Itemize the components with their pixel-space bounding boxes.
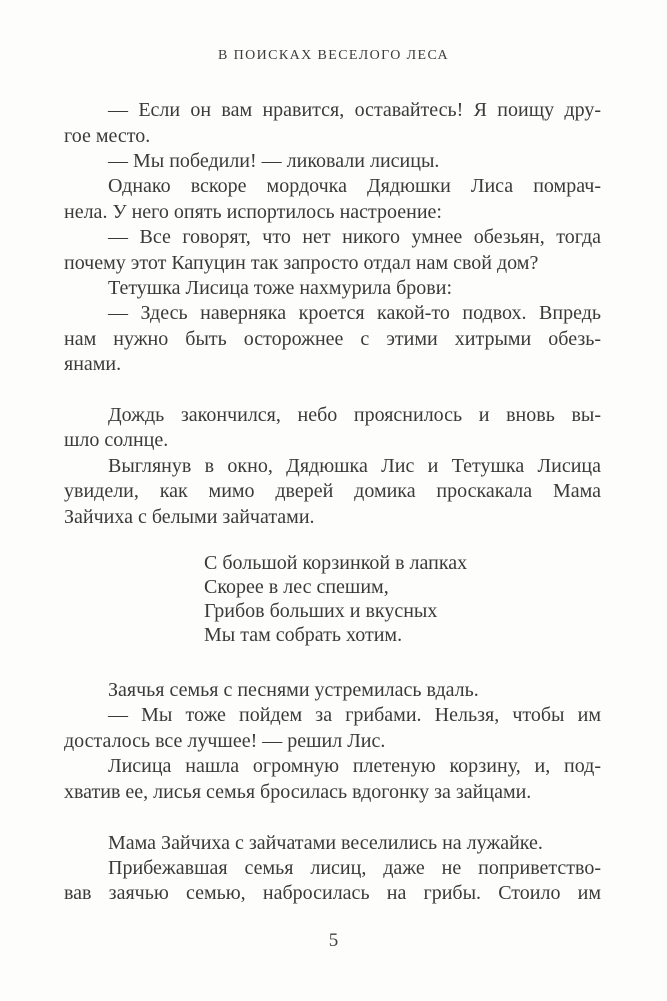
paragraph <box>64 276 601 301</box>
verse-line: С большой корзинкой в лапках <box>204 552 468 575</box>
text-line: гое место. <box>64 124 151 147</box>
text-line: Однако вскоре мордочка Дядюшки Лиса помрач- <box>108 175 601 198</box>
paragraph <box>64 754 601 805</box>
verse-stanza <box>204 551 601 647</box>
text-line: шло солнце. <box>64 429 169 452</box>
paragraph <box>64 454 601 530</box>
text-line: нам нужно быть осторожнее с этими хитрыми обезь- <box>64 327 601 350</box>
text-line: — Если он вам нравится, оставайтесь! Я поищу дру- <box>108 99 601 122</box>
text-line: Дождь закончился, небо прояснилось и вновь вы- <box>108 404 601 427</box>
text-line: увидели, как мимо дверей домика проскакала Мама <box>64 480 601 503</box>
paragraph <box>64 678 601 703</box>
paragraph <box>64 301 601 377</box>
text-line: почему этот Капуцин так запросто отдал нам свой дом? <box>64 251 539 274</box>
paragraph <box>64 703 601 754</box>
text-line: Зайчиха с белыми зайчатами. <box>64 505 315 528</box>
text-line: — Здесь наверняка кроется какой-то подвох. Впредь <box>108 302 601 325</box>
text-body <box>64 98 601 907</box>
paragraph <box>64 856 601 907</box>
text-line: Мама Зайчиха с зайчатами веселились на лужайке. <box>108 831 543 854</box>
verse-line: Грибов больших и вкусных <box>204 600 438 623</box>
paragraph <box>64 174 601 225</box>
text-line: Выглянув в окно, Дядюшка Лис и Тетушка Лисица <box>108 454 601 477</box>
chapter-title: В ПОИСКАХ ВЕСЕЛОГО ЛЕСА <box>217 48 450 63</box>
text-line: Тетушка Лисица тоже нахмурила брови: <box>108 277 453 300</box>
verse-line: Скорее в лес спешим, <box>204 576 389 599</box>
paragraph <box>64 98 601 149</box>
text-line: досталось все лучшее! — решил Лис. <box>64 729 386 752</box>
paragraph <box>64 149 601 174</box>
text-line: — Мы победили! — ликовали лисицы. <box>108 150 440 172</box>
verse-line: Мы там собрать хотим. <box>204 624 403 647</box>
paragraph <box>64 225 601 276</box>
paragraph <box>64 403 601 454</box>
text-line: янами. <box>64 353 122 376</box>
text-line: Лисица нашла огромную плетеную корзину, и, под- <box>108 755 601 778</box>
page-number: 5 <box>328 929 339 951</box>
text-line: нела. У него опять испортилось настроение: <box>64 200 442 223</box>
text-line: хватив ее, лисья семья бросилась вдогонку за зайцами. <box>64 780 532 803</box>
text-line: — Мы тоже пойдем за грибами. Нельзя, чтобы им <box>108 704 601 727</box>
paragraph <box>64 831 601 856</box>
text-line: Заячья семья с песнями устремилась вдаль. <box>108 679 479 702</box>
text-line: Прибежавшая семья лисиц, даже не поприветство- <box>108 856 601 879</box>
text-line: — Все говорят, что нет никого умнее обезьян, тогда <box>108 226 601 249</box>
text-line: вав заячью семью, набросилась на грибы. Стоило им <box>64 882 601 905</box>
